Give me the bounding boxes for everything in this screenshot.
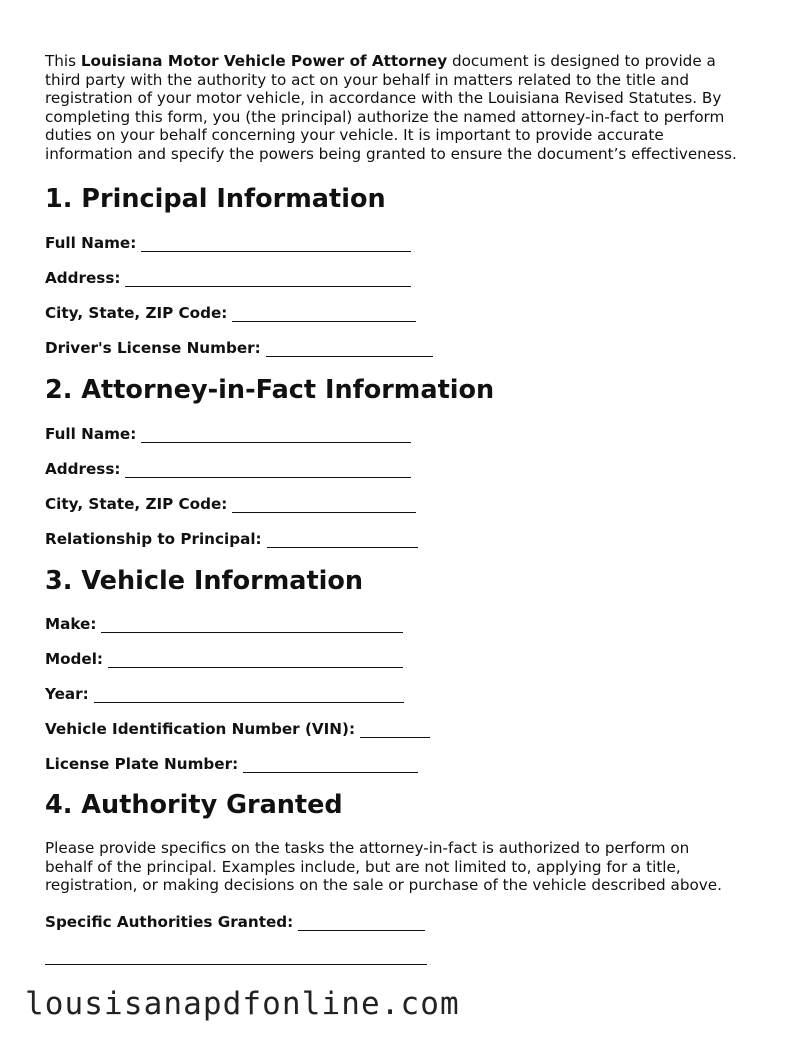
- section-attorney-title: 2. Attorney-in-Fact Information: [45, 375, 495, 405]
- vehicle-year-label: Year:: [45, 685, 89, 703]
- attorney-city-state-zip-line[interactable]: [232, 498, 416, 513]
- vehicle-year-line[interactable]: [94, 688, 404, 703]
- attorney-full-name-line[interactable]: [141, 428, 411, 443]
- intro-line6: information and specify the powers being granted to ensure the document’s effectiveness.: [45, 144, 737, 163]
- vehicle-vin-label: Vehicle Identification Number (VIN):: [45, 720, 356, 738]
- vehicle-model-line[interactable]: [108, 653, 403, 668]
- specific-authorities-continuation-line[interactable]: [45, 964, 427, 965]
- attorney-relationship-field[interactable]: [45, 530, 418, 548]
- section-principal-title: 1. Principal Information: [45, 184, 386, 214]
- vehicle-plate-field[interactable]: [45, 755, 418, 773]
- attorney-city-state-zip-field[interactable]: [45, 495, 416, 513]
- section-authority-title: 4. Authority Granted: [45, 790, 343, 820]
- authority-paragraph: [45, 839, 775, 895]
- vehicle-make-label: Make:: [45, 615, 97, 633]
- principal-address-field[interactable]: [45, 269, 411, 287]
- intro-line5: duties on your behalf concerning your vehicle. It is important to provide accurate: [45, 126, 664, 145]
- principal-city-state-zip-line[interactable]: [232, 307, 416, 322]
- authority-para-line1: Please provide specifics on the tasks the attorney-in-fact is authorized to perform on: [45, 839, 690, 857]
- authority-para-line3: registration, or making decisions on the sale or purchase of the vehicle described above.: [45, 876, 722, 895]
- attorney-relationship-line[interactable]: [267, 533, 418, 548]
- intro-line1-rest: document is designed to provide a: [447, 52, 716, 70]
- attorney-full-name-label: Full Name:: [45, 425, 137, 443]
- attorney-full-name-field[interactable]: [45, 425, 411, 443]
- specific-authorities-line[interactable]: [298, 916, 425, 931]
- vehicle-plate-line[interactable]: [243, 758, 418, 773]
- site-watermark: lousisanapdfonline.com: [25, 986, 460, 1022]
- vehicle-year-field[interactable]: [45, 685, 404, 703]
- attorney-address-label: Address:: [45, 460, 121, 478]
- vehicle-vin-field[interactable]: [45, 720, 430, 738]
- specific-authorities-label: Specific Authorities Granted:: [45, 913, 294, 931]
- principal-full-name-line[interactable]: [141, 237, 411, 252]
- vehicle-make-field[interactable]: [45, 615, 403, 633]
- vehicle-plate-label: License Plate Number:: [45, 755, 239, 773]
- vehicle-model-field[interactable]: [45, 650, 403, 668]
- principal-full-name-field[interactable]: [45, 234, 411, 252]
- principal-full-name-label: Full Name:: [45, 234, 137, 252]
- authority-para-line2: behalf of the principal. Examples include, but are not limited to, applying for a title,: [45, 857, 681, 876]
- principal-address-line[interactable]: [125, 272, 411, 287]
- vehicle-model-label: Model:: [45, 650, 103, 668]
- principal-city-state-zip-label: City, State, ZIP Code:: [45, 304, 228, 322]
- principal-address-label: Address:: [45, 269, 121, 287]
- principal-drivers-license-label: Driver's License Number:: [45, 339, 261, 357]
- intro-line4: completing this form, you (the principal) authorize the named attorney-in-fact to perform: [45, 107, 725, 126]
- intro-paragraph: [45, 52, 775, 164]
- attorney-relationship-label: Relationship to Principal:: [45, 530, 262, 548]
- intro-doc-name: Louisiana Motor Vehicle Power of Attorney: [80, 52, 448, 70]
- intro-lead: This: [45, 52, 81, 70]
- intro-line3: registration of your motor vehicle, in accordance with the Louisiana Revised Statutes. By: [45, 89, 722, 108]
- vehicle-make-line[interactable]: [101, 618, 403, 633]
- section-vehicle-title: 3. Vehicle Information: [45, 566, 364, 596]
- principal-drivers-license-line[interactable]: [266, 342, 433, 357]
- principal-city-state-zip-field[interactable]: [45, 304, 416, 322]
- principal-drivers-license-field[interactable]: [45, 339, 433, 357]
- attorney-address-field[interactable]: [45, 460, 411, 478]
- vehicle-vin-line[interactable]: [360, 723, 430, 738]
- specific-authorities-field[interactable]: [45, 913, 425, 931]
- attorney-city-state-zip-label: City, State, ZIP Code:: [45, 495, 228, 513]
- attorney-address-line[interactable]: [125, 463, 411, 478]
- intro-line2: third party with the authority to act on your behalf in matters related to the title and: [45, 70, 690, 89]
